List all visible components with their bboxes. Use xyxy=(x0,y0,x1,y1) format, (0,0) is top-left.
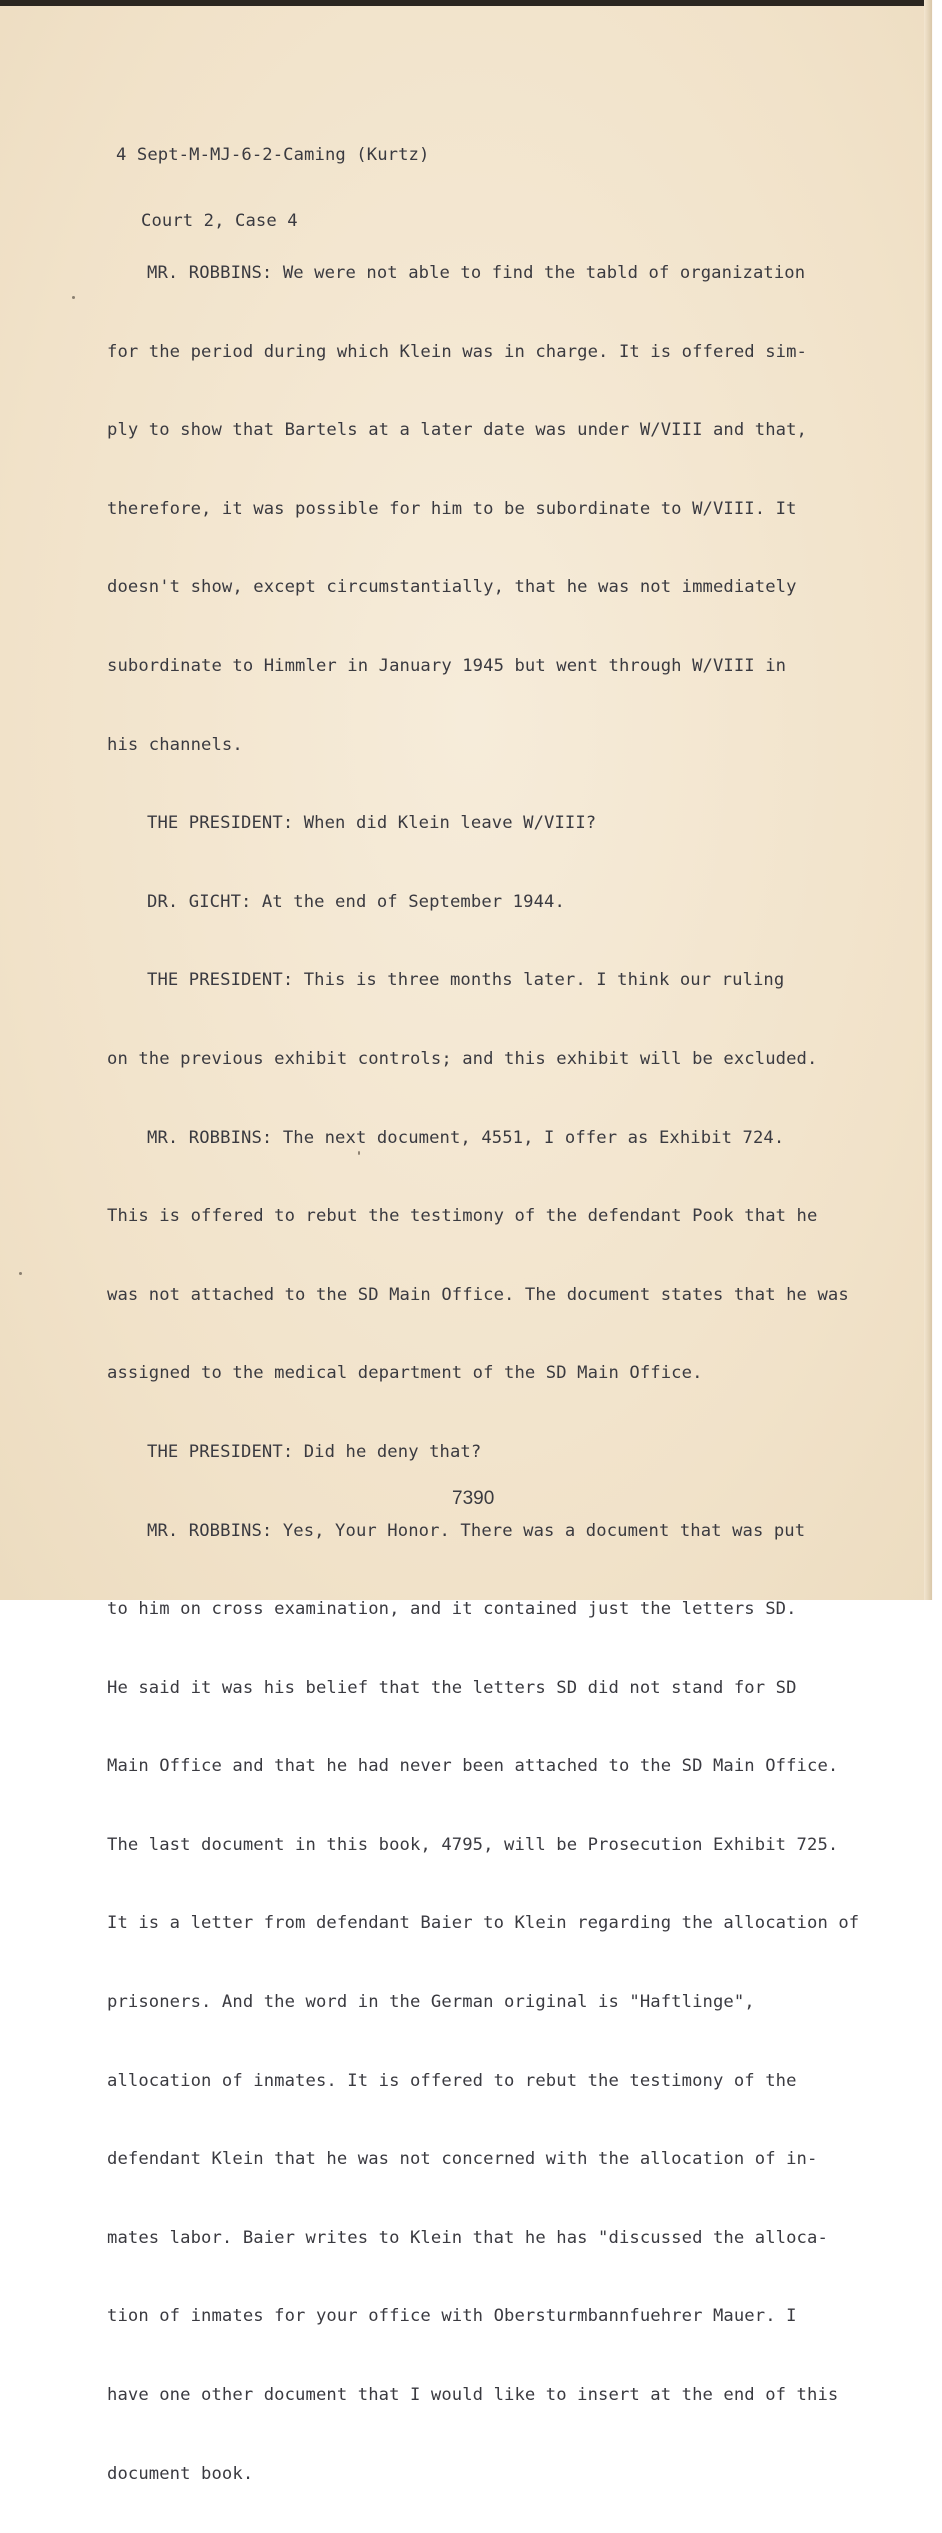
transcript-line: MR. ROBBINS: We were not able to find the tabld of organization xyxy=(147,263,806,283)
transcript-line: It is a letter from defendant Baier to Klein regarding the allocation of xyxy=(107,1913,860,1934)
transcript-line: therefore, it was possible for him to be subordinate to W/VIII. It xyxy=(107,498,797,519)
paper-speck xyxy=(19,1272,22,1275)
page-number: 7390 xyxy=(452,1488,495,1509)
transcript-line: THE PRESIDENT: Did he deny that? xyxy=(147,1441,482,1462)
transcript-line: document book. xyxy=(107,2463,254,2484)
transcript-line: have one other document that I would like to insert at the end of this xyxy=(107,2385,839,2406)
transcript-line: MR. ROBBINS: The next document, 4551, I offer as Exhibit 724. xyxy=(147,1127,785,1148)
transcript-line: The last document in this book, 4795, will be Prosecution Exhibit 725. xyxy=(107,1834,839,1855)
transcript-line: tion of inmates for your office with Obersturmbannfuehrer Mauer. I xyxy=(107,2306,797,2327)
transcript-line: ply to show that Bartels at a later date was under W/VIII and that, xyxy=(107,420,807,441)
transcript-line: assigned to the medical department of the SD Main Office. xyxy=(107,1363,703,1384)
transcript-line: THE PRESIDENT: When did Klein leave W/VIII? xyxy=(147,813,597,834)
transcript-line: his channels. xyxy=(107,734,243,755)
transcript-line: Main Office and that he had never been attached to the SD Main Office. xyxy=(107,1756,839,1777)
transcript-line: subordinate to Himmler in January 1945 but went through W/VIII in xyxy=(107,655,787,676)
scan-right-edge xyxy=(924,0,942,1600)
header-court-case-line: Court 2, Case 4 xyxy=(141,211,298,231)
transcript-line: MR. ROBBINS: Yes, Your Honor. There was a document that was put xyxy=(147,1520,806,1541)
transcript-line: This is offered to rebut the testimony of the defendant Pook that he xyxy=(107,1206,818,1227)
transcript-line: mates labor. Baier writes to Klein that he has "discussed the alloca- xyxy=(107,2227,828,2248)
transcript-line: prisoners. And the word in the German original is "Haftlinge", xyxy=(107,1992,755,2013)
transcript-line: was not attached to the SD Main Office. The document states that he was xyxy=(107,1284,849,1305)
transcript-body xyxy=(107,214,907,2533)
transcript-line: DR. GICHT: At the end of September 1944. xyxy=(147,891,565,912)
transcript-line: allocation of inmates. It is offered to rebut the testimony of the xyxy=(107,2070,797,2091)
transcript-line: for the period during which Klein was in charge. It is offered sim- xyxy=(107,341,807,362)
scan-top-edge xyxy=(0,0,942,6)
transcript-line: defendant Klein that he was not concerned with the allocation of in- xyxy=(107,2149,818,2170)
transcript-line: He said it was his belief that the letters SD did not stand for SD xyxy=(107,1677,797,1698)
transcript-line: THE PRESIDENT: This is three months later. I think our ruling xyxy=(147,970,785,991)
header-reference-line: 4 Sept-M-MJ-6-2-Caming (Kurtz) xyxy=(116,145,430,165)
transcript-line: on the previous exhibit controls; and this exhibit will be excluded. xyxy=(107,1048,818,1069)
transcript-line: to him on cross examination, and it contained just the letters SD. xyxy=(107,1599,797,1620)
transcript-line: doesn't show, except circumstantially, that he was not immediately xyxy=(107,577,797,598)
paper-speck xyxy=(72,296,75,299)
paper-speck xyxy=(358,1151,360,1155)
